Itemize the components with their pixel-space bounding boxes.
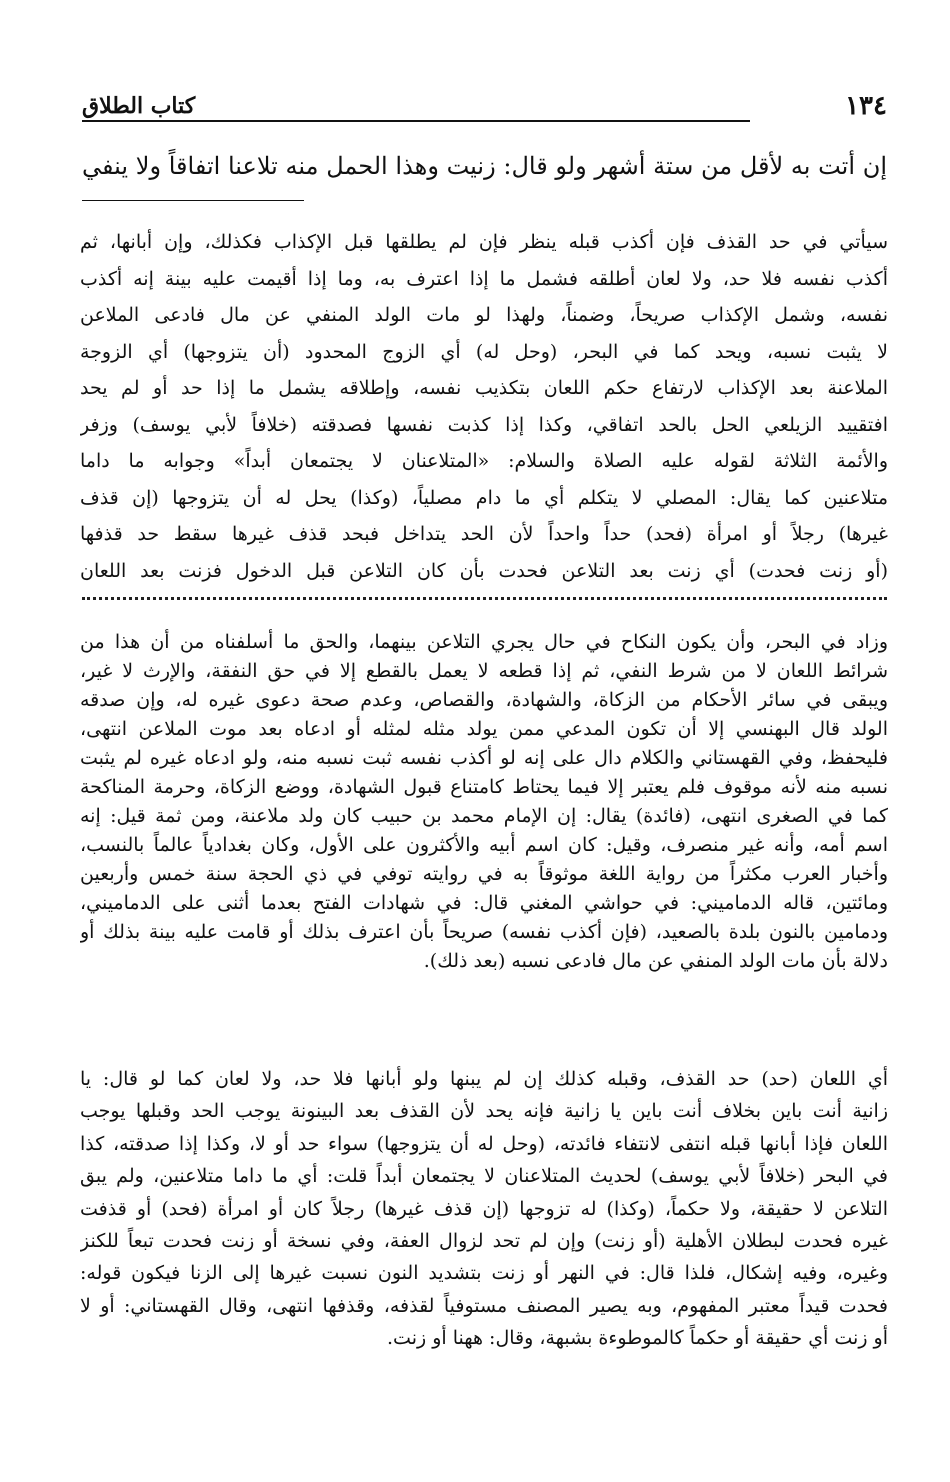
commentary-upper bbox=[80, 224, 888, 589]
page-number: ١٣٤ bbox=[845, 91, 887, 121]
text-line: ومائتين، قاله الدماميني: في حواشي المغني قال: في شهادات الفتح بعدما أثنى على الدماميني، bbox=[80, 892, 888, 914]
text-line: وغيره، وفيه إشكال، فلذا قال: في النهر أو زنت بتشديد النون نسبت غيرها إلى الزنا فيكون قوله: bbox=[80, 1262, 888, 1285]
text-line: نسبه منه لأنه موقوف فلم يعتبر إلا فيما يحتاط كامتناع قبول الشهادة، ووضع الزكاة، وحرمة المناكحة bbox=[80, 776, 888, 798]
text-line: أكذب نفسه فلا حد، ولا لعان أطلقه فشمل ما إذا اعترف به، وما إذا أقيمت عليه بينة إنه أكذب bbox=[80, 267, 888, 290]
text-line: في البحر (خلافاً لأبي يوسف) لحديث المتلاعنان لا يجتمعان أبداً قلت: أي ما داما متلاعنين، ولم يبق bbox=[80, 1165, 888, 1188]
main-text-line: إن أتت به لأقل من ستة أشهر ولو قال: زنيت وهذا الحمل منه تلاعنا اتفاقاً ولا ينفي bbox=[82, 152, 887, 180]
text-line: وأخبار العرب مكثراً من رواية اللغة موثوقاً به في روايته توفي في ذي الحجة سنة خمس وأربعين bbox=[80, 863, 888, 885]
text-line: غيرها) رجلاً أو امرأة (فحد) حداً واحداً لأن الحد يتداخل فبحد قذف غيرها سقط حد قذفها bbox=[80, 523, 888, 545]
text-line: شرائط اللعان لا من شرط النفي، ثم إذا قطعه لا يعمل بالقطع إلا في حق النفقة، والإرث لا غير، bbox=[80, 660, 888, 682]
text-line: أي اللعان (حد) حد القذف، وقبله كذلك إن لم يبنها ولو أبانها فلا حد، ولا لعان كما لو قال: يا bbox=[80, 1068, 888, 1090]
commentary-lower bbox=[80, 1063, 888, 1355]
commentary-middle bbox=[80, 628, 888, 976]
text-line: وزاد في البحر، وأن يكون النكاح في حال يجري التلاعن بينهما، والحق ما أسلفناه من أن هذا من bbox=[80, 631, 888, 653]
matn-separator-rule bbox=[82, 200, 304, 201]
text-line: زانية أنت باين بخلاف أنت باين يا زانية فإنه يحد لأن القذف بعد البينونة يوجب الحد وقبلها يوجب bbox=[80, 1100, 888, 1123]
text-line: كما في الصغرى انتهى، (فائدة) يقال: إن الإمام محمد بن حبيب كان ولد ملاعنة، ومن ثمة قيل: إنه bbox=[80, 805, 888, 827]
text-line: الملاعنة بعد الإكذاب لارتفاع حكم اللعان بتكذيب نفسه، وإطلاقه يشمل ما إذا حد أو لم يحد bbox=[80, 377, 888, 399]
header-rule bbox=[82, 120, 750, 122]
text-line: سيأتي في حد القذف فإن أكذب قبله ينظر فإن لم يطلقها قبل الإكذاب فكذلك، وإن أبانها، ثم bbox=[80, 231, 888, 253]
text-line: متلاعنين كما يقال: المصلي لا يتكلم أي ما دام مصلياً، (وكذا) يحل له أن يتزوجها (إن قذف bbox=[80, 486, 888, 509]
dotted-separator bbox=[82, 597, 887, 600]
text-line: (أو زنت فحدت) أي زنت بعد التلاعن فحدت بأن كان التلاعن قبل الدخول فزنت بعد اللعان bbox=[80, 559, 888, 582]
text-line: أو زنت أي حقيقة أو حكماً كالموطوءة بشبهة، وقال: ههنا أو زنت. bbox=[387, 1327, 888, 1350]
text-line: ويبقى في سائر الأحكام من الزكاة، والشهادة، والقصاص، وعدم صحة دعوى غيره له، وإن صدقه bbox=[80, 689, 888, 711]
text-line: الولد قال البهنسي إلا أن تكون المدعي ممن يولد مثله لمثله أو ادعاه بعد موت الملاعن انتهى، bbox=[80, 718, 888, 740]
text-line: اللعان فإذا أبانها قبله انتفى لانتفاء فائدته، (وحل له أن يتزوجها) سواء حد أو لا، وكذا إذا صدقته، كذا bbox=[80, 1132, 888, 1155]
text-line: لا يثبت نسبه، ويحد كما في البحر، (وحل له) أي الزوج المحدود (أن يتزوجها) أي الزوجة bbox=[80, 340, 888, 363]
text-line: والأئمة الثلاثة لقوله عليه الصلاة والسلام: «المتلاعنان لا يجتمعان أبداً» وجوابه ما داما bbox=[80, 450, 888, 472]
text-line: اسم أمه، وأنه غير منصرف، وقيل: كان اسم أبيه والأكثرون على الأول، وكان بغدادياً عالماً بالنسب، bbox=[80, 834, 888, 856]
text-line: فحدت قيداً معتبر المفهوم، وبه يصير المصنف مستوفياً لقذفه، وقذفها انتهى، وقال القهستاني: أو لا bbox=[80, 1294, 888, 1317]
text-line: غيره فحدت لبطلان الأهلية (أو زنت) وإن لم تحد لزوال العفة، وفي نسخة أو زنت فحدت تبعاً للكنز bbox=[80, 1229, 888, 1252]
text-line: نفسه، وشمل الإكذاب صريحاً، وضمناً، ولهذا لو مات الولد المنفي عن مال فادعى الملاعن bbox=[80, 304, 888, 326]
text-line: دلالة بأن مات الولد المنفي عن مال فادعى نسبه (بعد ذلك). bbox=[423, 950, 888, 972]
text-line: التلاعن لا حقيقة، ولا حكماً، (وكذا) له تزوجها (إن قذف غيرها) رجلاً كان أو امرأة (فحد) أو قذفت bbox=[80, 1197, 888, 1220]
text-line: افتقييد الزيلعي الحل بالحد اتفاقي، وكذا إذا كذبت نفسها فصدقته (خلافاً لأبي يوسف) وزفر bbox=[80, 413, 888, 436]
text-line: ودمامين بالنون بلدة بالصعيد، (فإن أكذب نفسه) صريحاً بأن اعترف بذلك أو قامت عليه بينة بذلك أو bbox=[80, 921, 888, 943]
book-title: كتاب الطلاق bbox=[82, 93, 196, 119]
text-line: فليحفظ، وفي القهستاني والكلام دال على إنه لو أكذب نفسه ثبت نسبه منه، ولو ادعاه غيره لم يثبت bbox=[80, 747, 888, 769]
